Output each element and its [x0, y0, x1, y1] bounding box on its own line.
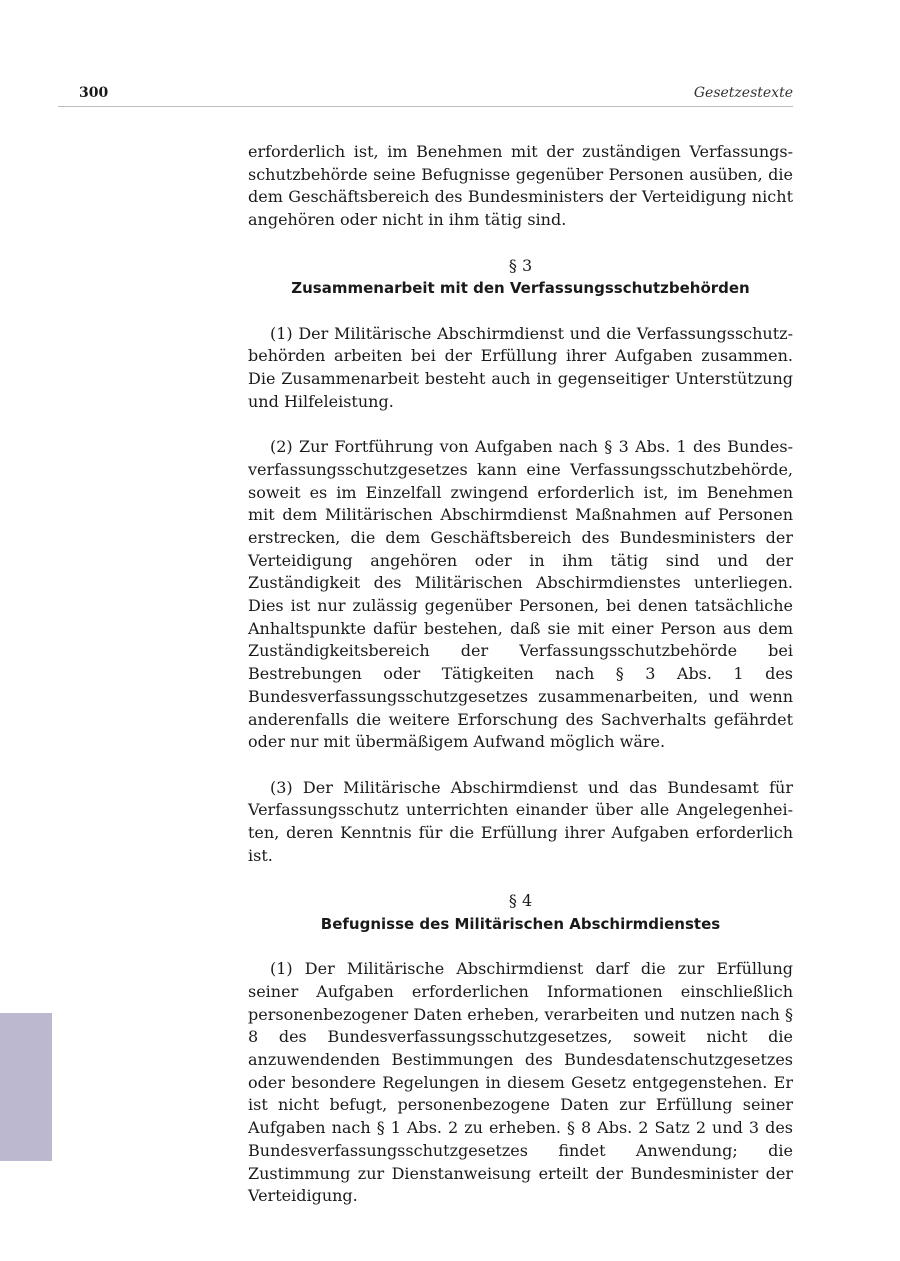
page-number: 300 — [79, 85, 109, 101]
section-3-paragraph-1: (1) Der Militärische Abschirmdienst und die Verfassungsschutzbehörden arbeiten bei der Erfüllung ihrer Aufgaben zusammen. Die Zusammenarbeit besteht auch in gegenseitiger Unterstützung und Hilfeleistung. — [248, 323, 793, 411]
page-body — [248, 141, 793, 1208]
section-4-heading — [248, 890, 793, 935]
section-title: Befugnisse des Militärischen Abschirmdienstes — [320, 914, 721, 933]
page-header — [58, 84, 793, 107]
section-number: § 3 — [508, 255, 533, 275]
section-3-paragraph-2: (2) Zur Fortführung von Aufgaben nach § 3 Abs. 1 des Bundesverfassungsschutzgesetzes kann eine Verfassungsschutzbehörde, soweit es im Einzelfall zwingend erforderlich ist, im Benehmen mit dem Militärischen Abschirmdienst Maßnahmen auf Personen erstrecken, die dem Geschäftsbereich des Bundesministers der Verteidigung angehören oder in ihm tätig sind und der Zuständigkeit des Militärischen Abschirmdienstes unterliegen. Dies ist nur zulässig gegenüber Personen, bei denen tatsächliche Anhaltspunkte dafür bestehen, daß sie mit einer Person aus dem Zuständigkeitsbereich der Verfassungsschutzbehörde bei Bestrebungen oder Tätigkeiten nach § 3 Abs. 1 des Bundesverfassungsschutzgesetzes zusammenarbeiten, und wenn anderenfalls die weitere Erforschung des Sachverhalts gefährdet oder nur mit übermäßigem Aufwand möglich wäre. — [248, 437, 793, 752]
section-3-paragraph-3: (3) Der Militärische Abschirmdienst und das Bundesamt für Verfassungsschutz unterrichten einander über alle Angelegenheiten, deren Kenntnis für die Erfüllung ihrer Aufgaben erforderlich ist. — [248, 777, 793, 865]
chapter-thumb-tab — [0, 1013, 52, 1161]
section-number: § 4 — [508, 891, 533, 911]
section-title: Zusammenarbeit mit den Verfassungsschutzbehörden — [291, 279, 750, 298]
section-3-heading — [248, 255, 793, 300]
intro-continuation-paragraph: erforderlich ist, im Benehmen mit der zuständigen Verfassungsschutzbehörde seine Befugnisse gegenüber Personen ausüben, die dem Geschäftsbereich des Bundesministers der Verteidigung nicht angehören oder nicht in ihm tätig sind. — [248, 142, 793, 230]
running-head: Gesetzestexte — [693, 85, 793, 101]
section-4-paragraph-1: (1) Der Militärische Abschirmdienst darf die zur Erfüllung seiner Aufgaben erforderlichen Informationen einschließlich personenbezogener Daten erheben, verarbeiten und nutzen nach § 8 des Bundesverfassungsschutzgesetzes, soweit nicht die anzuwendenden Bestimmungen des Bundesdatenschutzgesetzes oder besondere Regelungen in diesem Gesetz entgegenstehen. Er ist nicht befugt, personenbezogene Daten zur Erfüllung seiner Aufgaben nach § 1 Abs. 2 zu erheben. § 8 Abs. 2 Satz 2 und 3 des Bundesverfassungsschutzgesetzes findet Anwendung; die Zustimmung zur Dienstanweisung erteilt der Bundesminister der Verteidigung. — [248, 959, 793, 1206]
